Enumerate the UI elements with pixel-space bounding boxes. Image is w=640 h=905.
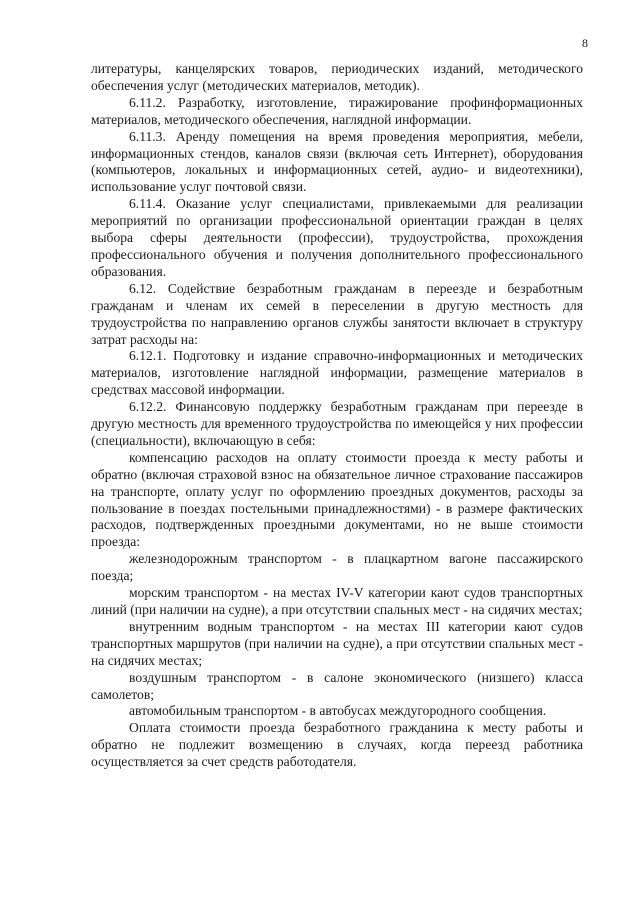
paragraph-6-12-2: 6.12.2. Финансовую поддержку безработным гражданам при переезде в другую местность для временного трудоустройства по имеющейся у них профессии (специальности), включающую в себя: <box>91 399 583 448</box>
paragraph-6-12: 6.12. Содействие безработным гражданам в переезде и безработным гражданам и членам их семей в переселении в другую местность для трудоустройства по направлению органов службы занятости включает в структуру затрат расходы на: <box>91 280 583 347</box>
paragraph-sea-transport: морским транспортом - на местах IV-V категории кают судов транспортных линий (при наличии на судне), а при отсутствии спальных мест - на сидячих местах; <box>91 585 583 617</box>
page-number: 8 <box>582 36 588 50</box>
paragraph-rail-transport: железнодорожным транспортом - в плацкартном вагоне пассажирского поезда; <box>91 551 583 584</box>
paragraph-6-11-4: 6.11.4. Оказание услуг специалистами, привлекаемыми для реализации мероприятий по организации профессиональной ориентации граждан в целях выбора сферы деятельности (профессии), трудоустройства, прохождения профессионального обучения и получения дополнительного профессионального образования. <box>91 196 583 279</box>
paragraph-compensation: компенсацию расходов на оплату стоимости проезда к месту работы и обратно (включая страховой взнос на обязательное личное страхование пассажиров на транспорте, оплату услуг по оформлению проездных документов, расходы за пользование в поездах постельными принадлежностями) - в размере фактических расходов, подтвержденных проездными документами, но не выше стоимости проезда: <box>91 449 583 550</box>
paragraph-employer-payment: Оплата стоимости проезда безработного гражданина к месту работы и обратно не подлежит возмещению в случаях, когда переезд работника осуществляется за счет средств работодателя. <box>91 720 583 770</box>
paragraph-6-12-1: 6.12.1. Подготовку и издание справочно-информационных и методических материалов, изготовление наглядной информации, размещение материалов в средствах массовой информации. <box>91 348 583 398</box>
paragraph-6-11-3: 6.11.3. Аренду помещения на время проведения мероприятия, мебели, информационных стендов, каналов связи (включая сеть Интернет), оборудования (компьютеров, локальных и информационных сетей, аудио- и видеотехники), использование услуг почтовой связи. <box>91 128 583 195</box>
paragraph-road-transport: автомобильным транспортом - в автобусах междугородного сообщения. <box>129 703 547 719</box>
paragraph-river-transport: внутренним водным транспортом - на местах III категории кают судов транспортных маршрутов (при наличии на судне), а при отсутствии спальных мест - на сидячих местах; <box>91 618 583 668</box>
paragraph-air-transport: воздушным транспортом - в салоне экономического (низшего) класса самолетов; <box>91 669 583 702</box>
document-body <box>91 61 583 771</box>
paragraph-6-11-2: 6.11.2. Разработку, изготовление, тиражирование профинформационных материалов, методического обеспечения, наглядной информации. <box>91 94 583 127</box>
paragraph-continuation: литературы, канцелярских товаров, периодических изданий, методического обеспечения услуг (методических материалов, методик). <box>91 61 583 93</box>
